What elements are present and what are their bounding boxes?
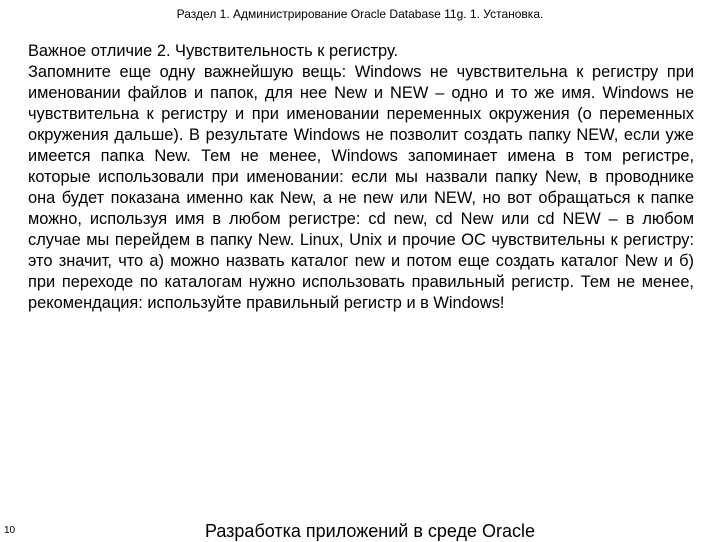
- content-heading: Важное отличие 2. Чувствительность к регистру.: [28, 42, 399, 60]
- slide-header: [0, 6, 720, 22]
- content-body: Запомните еще одну важнейшую вещь: Windows не чувствительна к регистру при именовании файлов и папок, для нее New и NEW – одно и то же имя. Windows не чувствительна к регистру и при именовании переменных окружения (о переменных окружения дальше). В результате Windows не позволит создать папку NEW, если уже имеется папка New. Тем не менее, Windows запоминает имена в том регистре, которые использовали при именовании: если мы назвали папку New, в проводнике она будет показана именно как New, а не new или NEW, но вот обращаться к папке можно, используя имя в любом регистре: cd new, cd New или cd NEW – в любом случае мы перейдем в папку New. Linux, Unix и прочие ОС чувствительны к регистру: это значит, что а) можно назвать каталог new и потом еще создать каталог New и б) при переходе по каталогам нужно использовать правильный регистр. Тем не менее, рекомендация: используйте правильный регистр и в Windows!: [28, 63, 694, 312]
- main-content: [28, 41, 694, 314]
- footer-title: Разработка приложений в среде Oracle: [204, 521, 536, 541]
- section-title: Раздел 1. Администрирование Oracle Database 11g. 1. Установка.: [176, 7, 544, 21]
- page-number: 10: [4, 525, 16, 536]
